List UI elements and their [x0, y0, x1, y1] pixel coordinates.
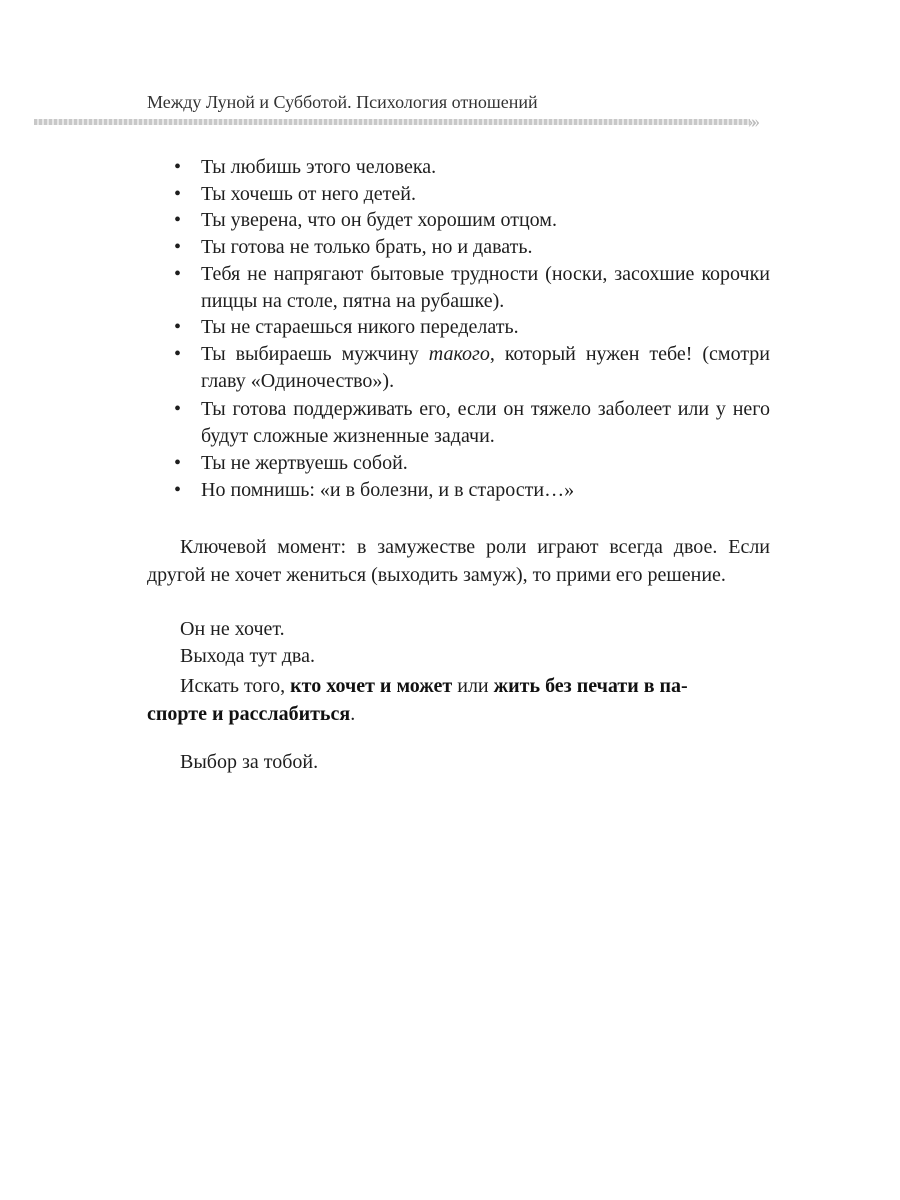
bullet-icon: •	[174, 209, 182, 231]
list-item	[174, 396, 770, 449]
list-item	[174, 207, 770, 234]
list-item-text: Ты выбираешь мужчину	[201, 343, 429, 365]
list-item-text: Ты уверена, что он будет хорошим отцом.	[201, 209, 557, 231]
list-item	[174, 477, 770, 504]
list-item	[174, 341, 771, 394]
bullet-icon: •	[174, 263, 182, 285]
paragraph: Ключевой момент: в замужестве роли играют всегда двое. Если другой не хочет жениться (выходить замуж), то прими его решение.	[147, 536, 770, 586]
bullet-icon: •	[174, 343, 182, 365]
paragraph: Выхода тут два.	[180, 645, 315, 667]
list-item-text: Ты не жертвуешь собой.	[201, 452, 408, 474]
bullet-icon: •	[174, 479, 182, 501]
bullet-icon: •	[174, 452, 182, 474]
list-item	[174, 450, 770, 477]
paragraph: Выбор за тобой.	[180, 751, 319, 773]
list-item	[174, 181, 770, 208]
list-item	[174, 234, 770, 261]
list-item	[174, 154, 770, 181]
text: или	[452, 675, 494, 697]
bold-text: жить без печати в па-	[493, 675, 688, 697]
bullet-icon: •	[174, 316, 182, 338]
paragraph: Он не хочет.	[180, 618, 285, 640]
list-item-text: Тебя не напрягают бытовые трудности (носки, засохшие корочки пиццы на столе, пятна на рубашке).	[201, 263, 770, 312]
bullet-icon: •	[174, 156, 182, 178]
list-item-text: Ты готова поддерживать его, если он тяжело заболеет или у него будут сложные жизненные задачи.	[201, 398, 770, 447]
list-item-text: Ты хочешь от него детей.	[201, 183, 416, 205]
bullet-icon: •	[174, 183, 182, 205]
paragraph	[147, 672, 770, 728]
running-header: Между Луной и Субботой. Психология отношений	[147, 92, 538, 112]
list-item	[174, 261, 770, 314]
bold-text: спорте и расслабиться	[147, 703, 351, 725]
list-item	[174, 314, 770, 341]
bullet-icon: •	[174, 398, 182, 420]
ornament-arrows-icon: »»	[748, 111, 754, 131]
text: .	[350, 703, 356, 725]
list-item-text: , который нужен тебе! (смотри главу «Одиночество»).	[201, 343, 771, 392]
bullet-icon: •	[174, 236, 182, 258]
bold-text: кто хочет и может	[290, 675, 453, 697]
list-item-text: Ты не стараешься никого переделать.	[201, 316, 519, 338]
list-item-text: Ты готова не только брать, но и давать.	[201, 236, 533, 258]
list-item-text: Ты любишь этого человека.	[201, 156, 437, 178]
text: Искать того,	[180, 675, 291, 697]
list-item-text: Но помнишь: «и в болезни, и в старости…»	[201, 479, 575, 501]
header-rule-divider	[34, 119, 750, 125]
emphasis-text: такого	[428, 343, 490, 365]
